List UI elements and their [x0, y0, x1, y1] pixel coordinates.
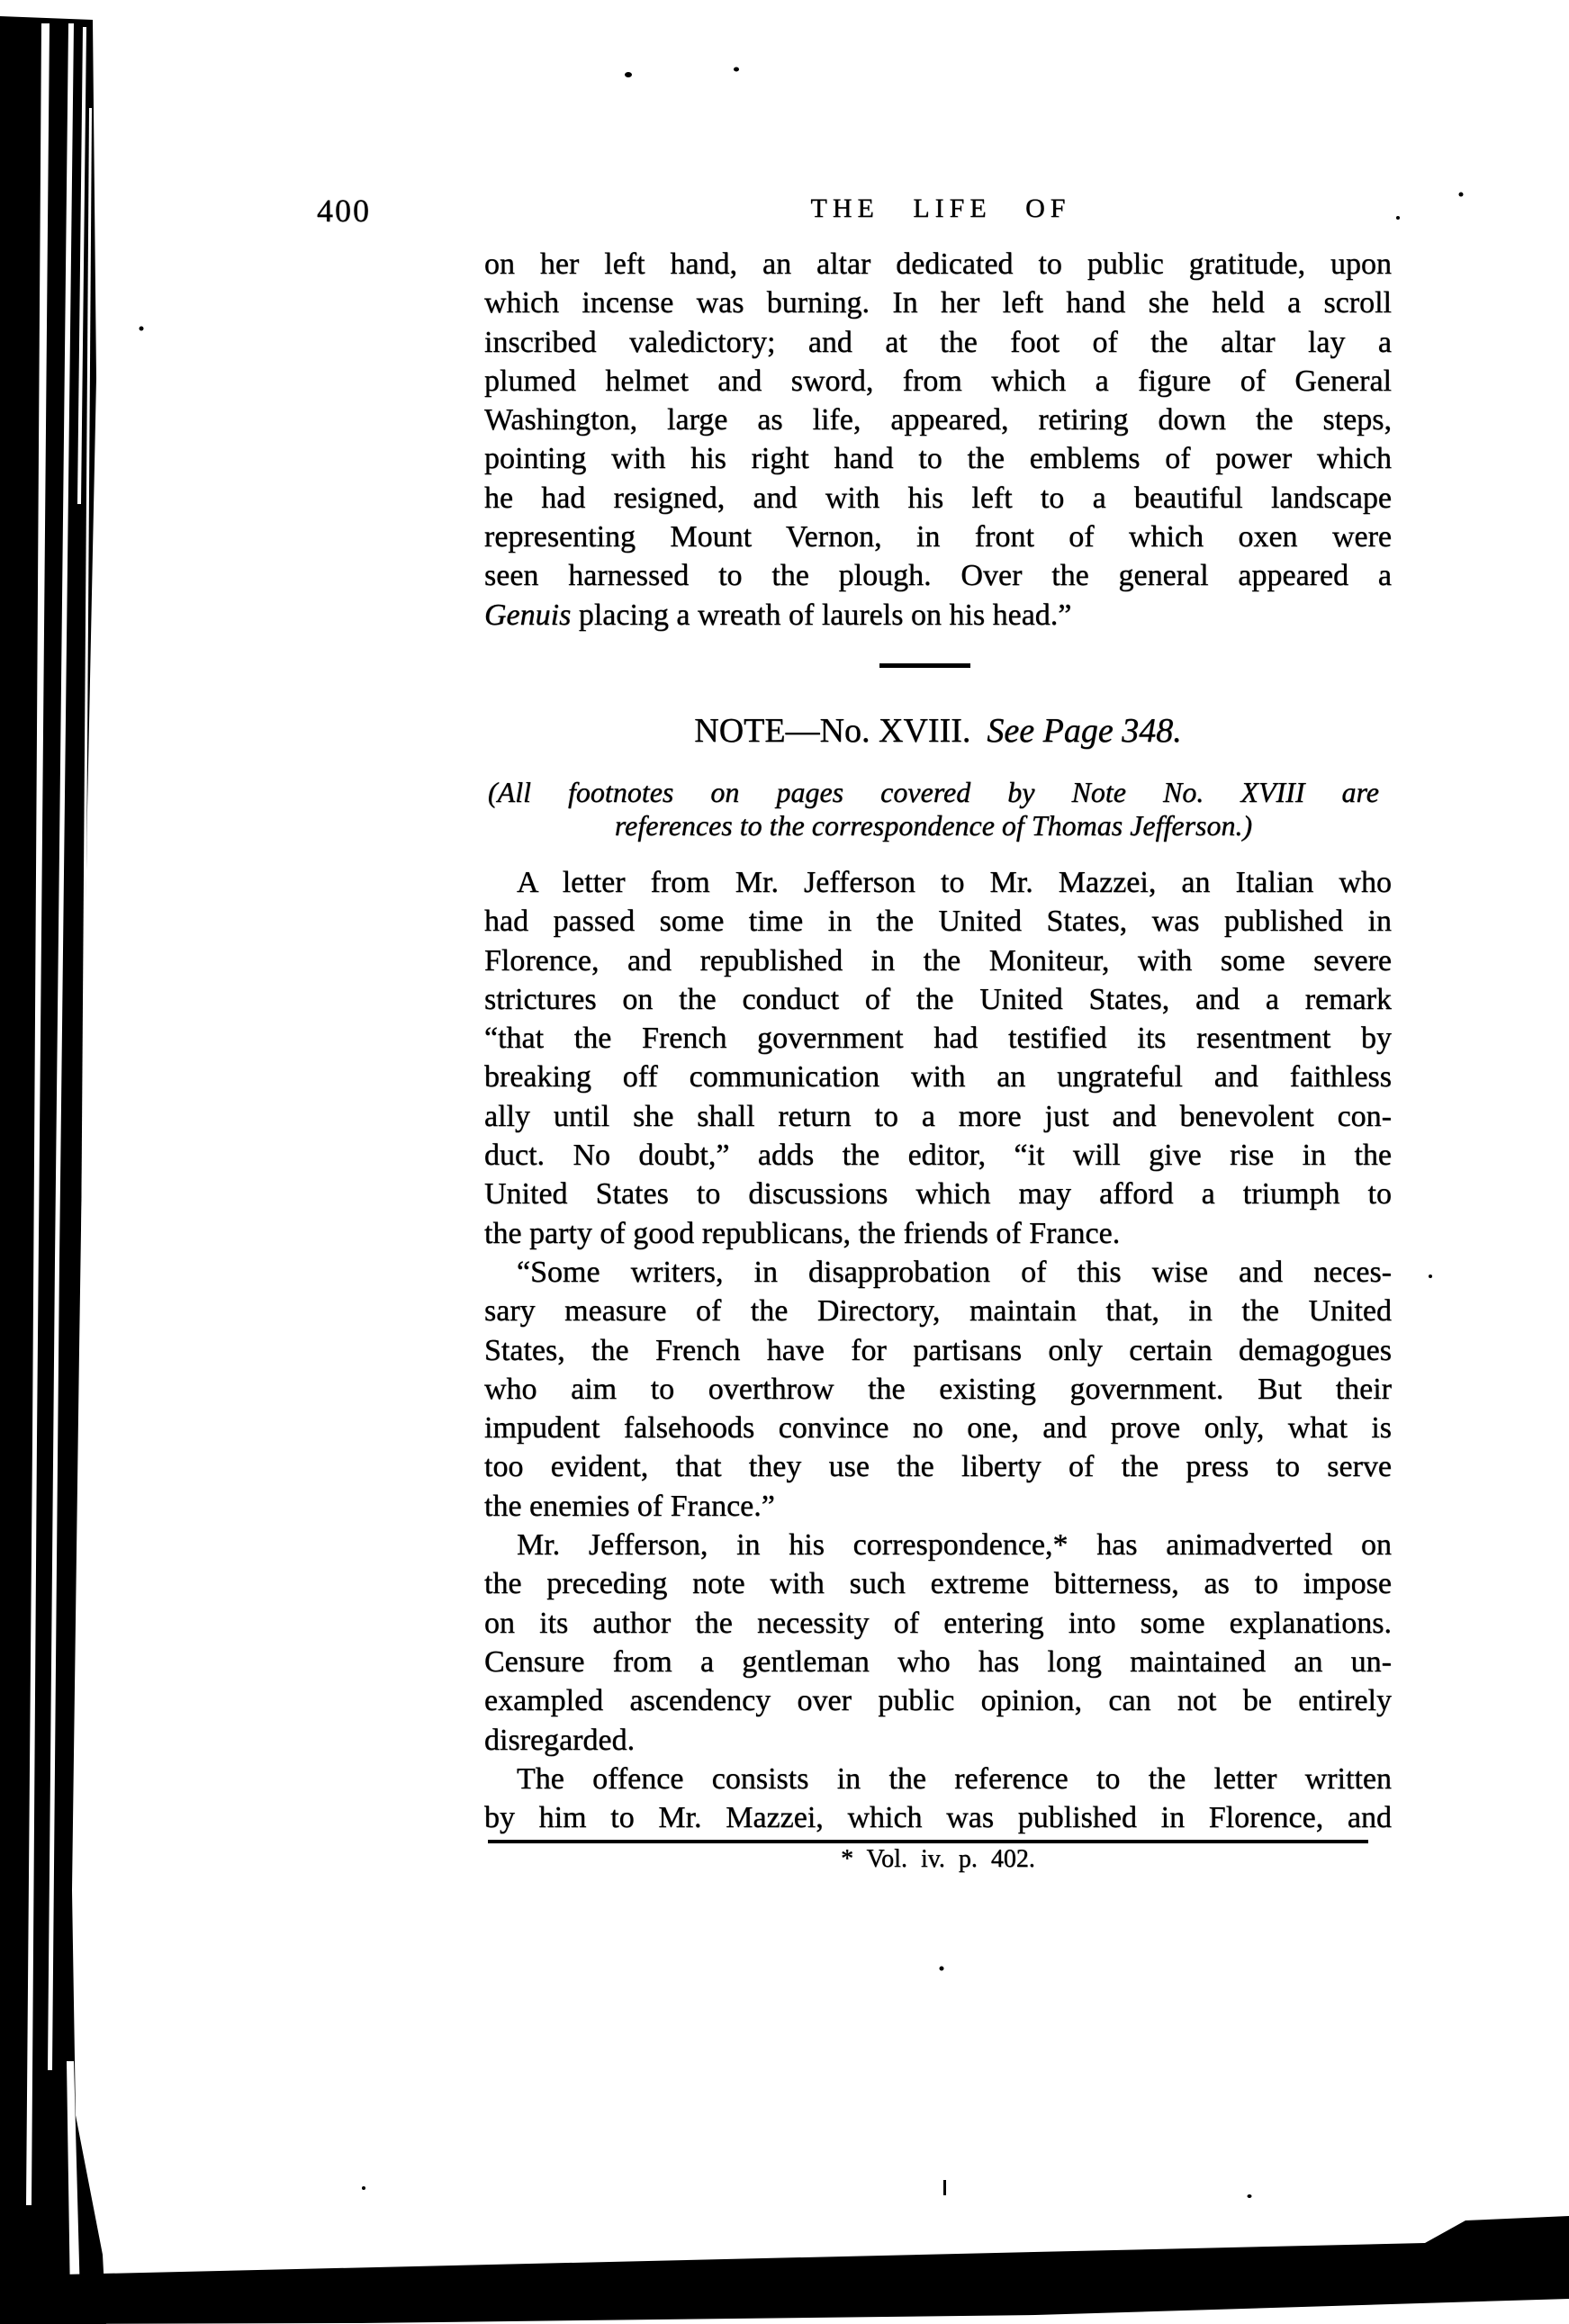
text-line	[484, 1721, 1392, 1760]
text-line	[484, 941, 1392, 980]
running-head: THE LIFE OF	[810, 194, 1071, 223]
text-line	[484, 1175, 1392, 1213]
note-heading	[484, 711, 1392, 751]
text-segment: placing a wreath of laurels on his head.”	[571, 598, 1072, 632]
text-line	[484, 1526, 1392, 1564]
note-heading-see-page: See Page 348.	[987, 712, 1182, 750]
note-paragraphs	[484, 863, 1392, 1837]
text-line	[484, 556, 1392, 595]
text-segment: United States to discussions which may afford a triumph to	[484, 1177, 1392, 1212]
text-segment: references to the correspondence of Thomas Jefferson.)	[614, 809, 1253, 842]
text-segment: “that the French government had testified its resentment by	[484, 1022, 1392, 1056]
text-line	[484, 1253, 1392, 1292]
text-segment: breaking off communication with an ungrateful and faithless	[484, 1060, 1392, 1094]
text-line	[484, 1487, 1392, 1526]
text-line	[488, 776, 1379, 809]
text-segment: by him to Mr. Mazzei, which was published in Florence, and	[484, 1801, 1392, 1835]
book-gutter-shadow	[0, 16, 106, 2324]
text-segment: A letter from Mr. Jefferson to Mr. Mazzei, an Italian who	[517, 866, 1392, 899]
text-line	[488, 809, 1379, 842]
text-segment: States, the French have for partisans only certain demagogues	[484, 1333, 1392, 1367]
text-segment: too evident, that they use the liberty of the press to serve	[484, 1450, 1392, 1484]
page-number: 400	[317, 193, 371, 229]
footnote-reference: * Vol. iv. p. 402.	[841, 1845, 1035, 1873]
text-line	[484, 863, 1392, 902]
note-preamble	[488, 776, 1379, 842]
text-segment: disregarded.	[484, 1723, 636, 1757]
text-line	[484, 1564, 1392, 1603]
italic-text-segment: Genuis	[484, 598, 572, 632]
text-line	[484, 1214, 1392, 1253]
text-segment: exampled ascendency over public opinion, can not be entirely	[484, 1684, 1392, 1718]
text-segment: representing Mount Vernon, in front of which oxen were	[484, 520, 1392, 554]
text-line	[484, 323, 1392, 362]
text-line	[484, 518, 1392, 556]
text-segment: duct. No doubt,” adds the editor, “it will give rise in the	[484, 1139, 1392, 1173]
text-line	[484, 479, 1392, 518]
text-line	[484, 284, 1392, 322]
text-segment: which incense was burning. In her left hand she held a scroll	[484, 286, 1392, 320]
text-line	[484, 902, 1392, 941]
text-line	[484, 1058, 1392, 1096]
text-segment: “Some writers, in disapprobation of this wise and neces-	[517, 1255, 1392, 1289]
text-segment: impudent falsehoods convince no one, and prove only, what is	[484, 1411, 1392, 1446]
text-segment: who aim to overthrow the existing government. But their	[484, 1372, 1392, 1406]
text-segment: the preceding note with such extreme bitterness, as to impose	[484, 1567, 1392, 1601]
text-segment: on her left hand, an altar dedicated to public gratitude, upon	[484, 248, 1392, 281]
text-segment: inscribed valedictory; and at the foot of the altar lay a	[484, 325, 1392, 359]
text-segment: sary measure of the Directory, maintain that, in the United	[484, 1294, 1392, 1329]
text-line	[484, 1604, 1392, 1643]
text-line	[484, 1681, 1392, 1720]
text-segment: Florence, and republished in the Moniteur, with some severe	[484, 943, 1392, 977]
text-line	[484, 245, 1392, 284]
section-divider-rule	[879, 663, 970, 668]
scan-edge-shadow	[25, 2216, 1569, 2324]
text-line	[484, 1331, 1392, 1370]
text-line	[484, 980, 1392, 1019]
text-line	[484, 1292, 1392, 1330]
text-line	[484, 1019, 1392, 1058]
text-segment: pointing with his right hand to the emblems of power which	[484, 442, 1392, 476]
text-segment: (All footnotes on pages covered by Note No. XVIII are	[488, 776, 1379, 808]
text-line	[484, 401, 1392, 439]
text-segment: ally until she shall return to a more just and benevolent con-	[484, 1099, 1392, 1133]
text-line	[484, 1643, 1392, 1681]
text-segment: Censure from a gentleman who has long maintained an un-	[484, 1644, 1392, 1679]
text-segment: had passed some time in the United States, was published in	[484, 905, 1392, 939]
text-line	[484, 1447, 1392, 1486]
text-line	[484, 1136, 1392, 1175]
text-line	[484, 1097, 1392, 1136]
text-line	[484, 362, 1392, 401]
text-line	[484, 1409, 1392, 1447]
text-segment: he had resigned, and with his left to a beautiful landscape	[484, 481, 1392, 515]
text-segment: The offence consists in the reference to the letter written	[517, 1761, 1392, 1796]
text-segment: on its author the necessity of entering into some explanations.	[484, 1606, 1392, 1640]
text-line	[484, 1760, 1392, 1798]
note-heading-number: NOTE—No. XVIII.	[694, 712, 971, 750]
text-segment: strictures on the conduct of the United States, and a remark	[484, 982, 1392, 1016]
text-segment: seen harnessed to the plough. Over the general appeared a	[484, 559, 1392, 593]
paragraph-quote-continuation	[484, 245, 1392, 635]
text-line	[484, 439, 1392, 478]
text-segment: the party of good republicans, the friends of France.	[484, 1216, 1121, 1250]
text-segment: Mr. Jefferson, in his correspondence,* has animadverted on	[517, 1528, 1392, 1563]
text-line	[484, 1370, 1392, 1409]
text-segment: the enemies of France.”	[484, 1489, 775, 1523]
text-line	[484, 596, 1392, 635]
text-line	[484, 1798, 1392, 1837]
text-segment: Washington, large as life, appeared, retiring down the steps,	[484, 403, 1392, 437]
text-segment: plumed helmet and sword, from which a figure of General	[484, 364, 1392, 398]
